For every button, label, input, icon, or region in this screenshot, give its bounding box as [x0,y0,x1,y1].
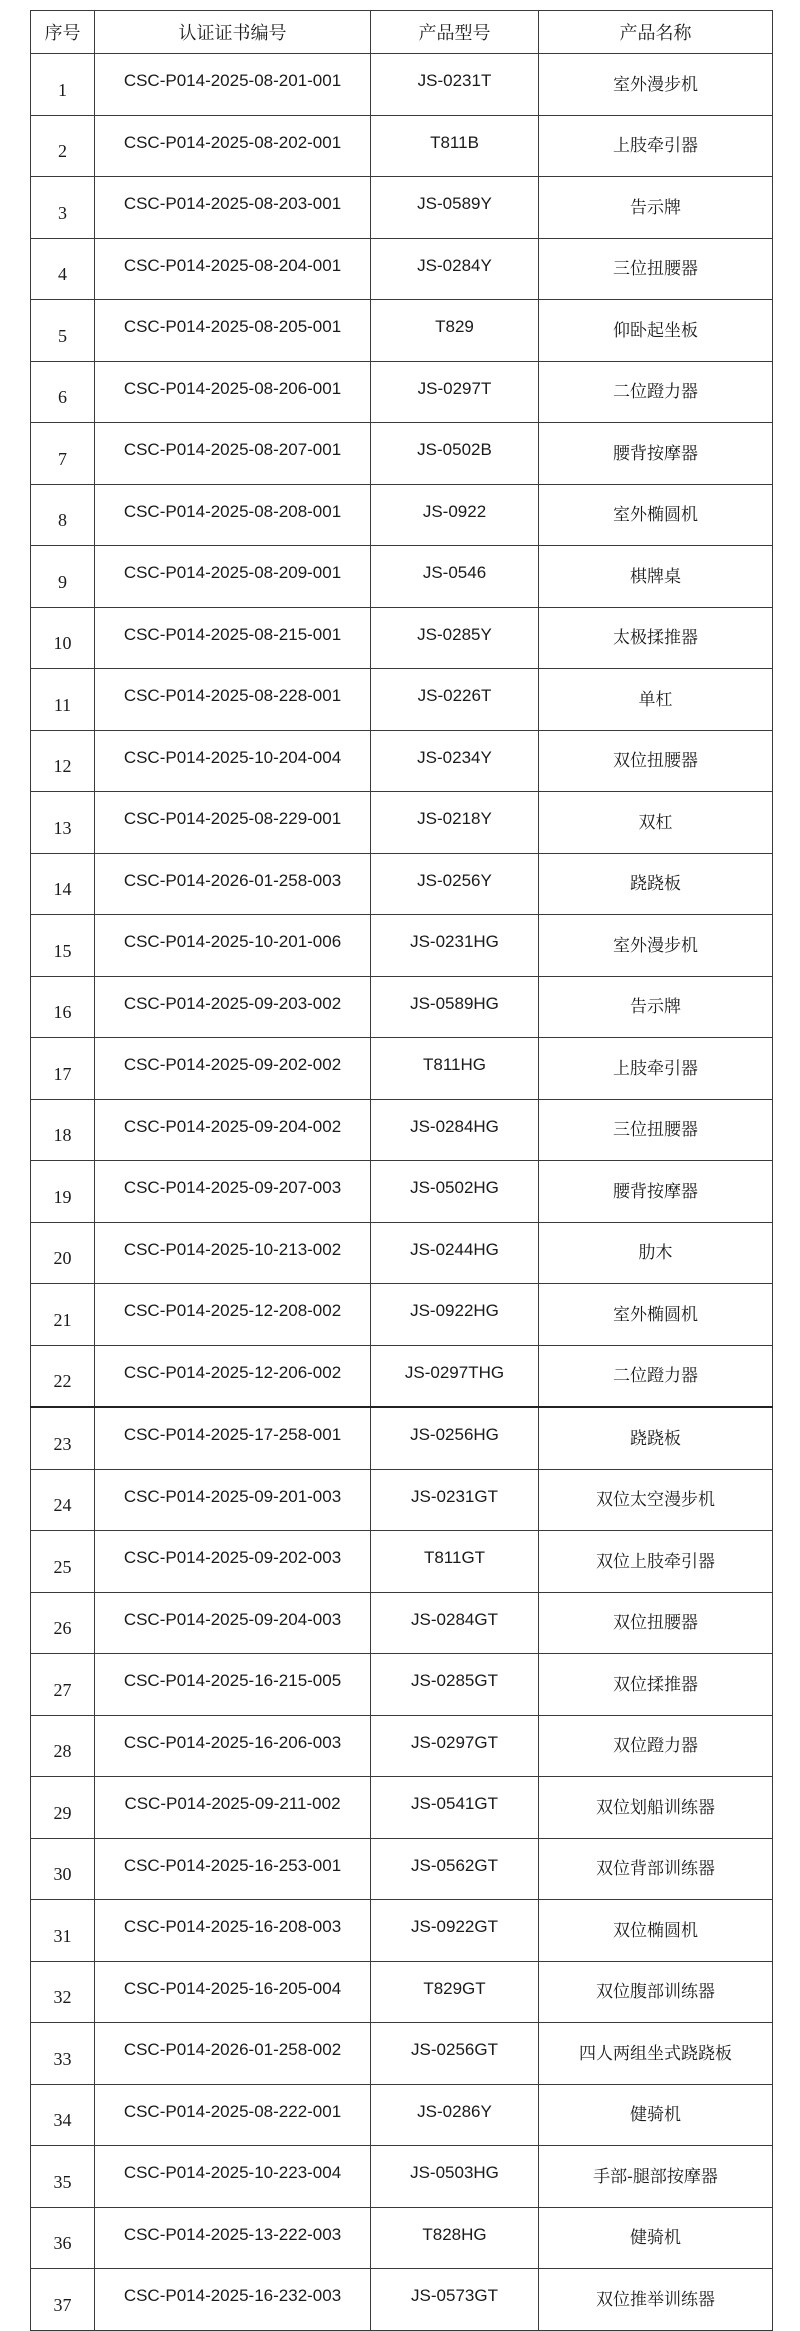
cell-certificate-number: CSC-P014-2025-16-206-003 [95,1715,371,1777]
cell-product-name: 室外椭圆机 [539,1284,773,1346]
cell-product-name: 健骑机 [539,2084,773,2146]
cell-product-model: JS-0284GT [371,1592,539,1654]
cell-seq: 37 [31,2269,95,2331]
cell-certificate-number: CSC-P014-2025-08-203-001 [95,177,371,239]
cell-product-name: 健骑机 [539,2207,773,2269]
cell-product-name: 二位蹬力器 [539,1345,773,1407]
cell-product-model: JS-0256HG [371,1407,539,1469]
table-body [31,54,773,2331]
cell-product-name: 上肢牵引器 [539,115,773,177]
cell-seq: 30 [31,1838,95,1900]
cell-seq: 10 [31,607,95,669]
cell-certificate-number: CSC-P014-2025-09-211-002 [95,1777,371,1839]
cell-seq: 13 [31,792,95,854]
cell-product-name: 双位背部训练器 [539,1838,773,1900]
cell-seq: 24 [31,1469,95,1531]
cell-certificate-number: CSC-P014-2025-08-208-001 [95,484,371,546]
cell-product-name: 太极揉推器 [539,607,773,669]
cell-product-model: JS-0922GT [371,1900,539,1962]
cell-certificate-number: CSC-P014-2025-08-229-001 [95,792,371,854]
cell-product-model: JS-0546 [371,546,539,608]
cell-product-name: 三位扭腰器 [539,1099,773,1161]
cell-product-model: JS-0256GT [371,2023,539,2085]
cell-seq: 11 [31,669,95,731]
cell-seq: 34 [31,2084,95,2146]
table-row [31,115,773,177]
cell-seq: 16 [31,976,95,1038]
cell-seq: 4 [31,238,95,300]
table-row [31,1838,773,1900]
cell-seq: 29 [31,1777,95,1839]
table-row [31,1469,773,1531]
cell-product-model: JS-0286Y [371,2084,539,2146]
cell-certificate-number: CSC-P014-2025-08-209-001 [95,546,371,608]
cell-product-model: JS-0922 [371,484,539,546]
header-product-name: 产品名称 [539,11,773,54]
cell-product-name: 跷跷板 [539,1407,773,1469]
cell-product-name: 棋牌桌 [539,546,773,608]
cell-seq: 7 [31,423,95,485]
table-row [31,2269,773,2331]
cell-product-name: 双杠 [539,792,773,854]
cell-product-model: JS-0231GT [371,1469,539,1531]
cell-product-model: JS-0231T [371,54,539,116]
table-row [31,1715,773,1777]
cell-seq: 23 [31,1407,95,1469]
header-row [31,11,773,54]
cell-product-name: 告示牌 [539,177,773,239]
table-row [31,730,773,792]
cell-seq: 17 [31,1038,95,1100]
cell-product-model: JS-0573GT [371,2269,539,2331]
cell-product-name: 双位扭腰器 [539,730,773,792]
certificate-table-container [30,10,772,2331]
cell-certificate-number: CSC-P014-2025-16-208-003 [95,1900,371,1962]
cell-product-model: T811GT [371,1531,539,1593]
table-row [31,484,773,546]
table-row [31,238,773,300]
cell-product-model: JS-0297T [371,361,539,423]
cell-product-name: 二位蹬力器 [539,361,773,423]
cell-product-name: 室外漫步机 [539,54,773,116]
table-row [31,1222,773,1284]
cell-product-name: 腰背按摩器 [539,423,773,485]
cell-seq: 3 [31,177,95,239]
cell-certificate-number: CSC-P014-2025-17-258-001 [95,1407,371,1469]
cell-product-model: JS-0285GT [371,1654,539,1716]
cell-product-name: 手部-腿部按摩器 [539,2146,773,2208]
cell-certificate-number: CSC-P014-2026-01-258-002 [95,2023,371,2085]
cell-product-name: 单杠 [539,669,773,731]
table-row [31,2146,773,2208]
header-product-model: 产品型号 [371,11,539,54]
cell-seq: 20 [31,1222,95,1284]
cell-seq: 9 [31,546,95,608]
table-row [31,669,773,731]
table-row [31,1161,773,1223]
table-row [31,1900,773,1962]
table-row [31,976,773,1038]
table-row [31,1777,773,1839]
table-row [31,546,773,608]
cell-seq: 14 [31,853,95,915]
cell-seq: 27 [31,1654,95,1716]
cell-certificate-number: CSC-P014-2025-08-222-001 [95,2084,371,2146]
cell-certificate-number: CSC-P014-2025-12-206-002 [95,1345,371,1407]
cell-certificate-number: CSC-P014-2025-10-204-004 [95,730,371,792]
table-row [31,1407,773,1469]
header-seq: 序号 [31,11,95,54]
table-row [31,1345,773,1407]
cell-certificate-number: CSC-P014-2025-10-213-002 [95,1222,371,1284]
cell-product-model: T829 [371,300,539,362]
cell-product-model: JS-0503HG [371,2146,539,2208]
cell-certificate-number: CSC-P014-2025-12-208-002 [95,1284,371,1346]
cell-product-name: 双位蹬力器 [539,1715,773,1777]
cell-seq: 28 [31,1715,95,1777]
table-row [31,423,773,485]
table-row [31,2023,773,2085]
table-row [31,1961,773,2023]
table-row [31,2084,773,2146]
cell-product-name: 双位上肢牵引器 [539,1531,773,1593]
cell-certificate-number: CSC-P014-2025-16-215-005 [95,1654,371,1716]
cell-product-name: 室外椭圆机 [539,484,773,546]
cell-seq: 6 [31,361,95,423]
cell-product-name: 双位椭圆机 [539,1900,773,1962]
cell-product-name: 双位腹部训练器 [539,1961,773,2023]
cell-certificate-number: CSC-P014-2025-09-201-003 [95,1469,371,1531]
cell-product-model: JS-0297GT [371,1715,539,1777]
cell-certificate-number: CSC-P014-2025-09-202-003 [95,1531,371,1593]
cell-seq: 18 [31,1099,95,1161]
cell-product-model: JS-0562GT [371,1838,539,1900]
table-row [31,1099,773,1161]
cell-certificate-number: CSC-P014-2025-10-223-004 [95,2146,371,2208]
cell-product-name: 四人两组坐式跷跷板 [539,2023,773,2085]
cell-product-name: 跷跷板 [539,853,773,915]
cell-certificate-number: CSC-P014-2025-08-204-001 [95,238,371,300]
cell-certificate-number: CSC-P014-2025-08-205-001 [95,300,371,362]
cell-seq: 19 [31,1161,95,1223]
cell-certificate-number: CSC-P014-2025-08-215-001 [95,607,371,669]
cell-seq: 15 [31,915,95,977]
table-row [31,54,773,116]
cell-product-model: T829GT [371,1961,539,2023]
cell-product-model: JS-0589HG [371,976,539,1038]
cell-seq: 22 [31,1345,95,1407]
cell-seq: 12 [31,730,95,792]
cell-seq: 31 [31,1900,95,1962]
table-row [31,2207,773,2269]
cell-product-name: 双位扭腰器 [539,1592,773,1654]
cell-product-name: 双位揉推器 [539,1654,773,1716]
header-certificate-number: 认证证书编号 [95,11,371,54]
cell-certificate-number: CSC-P014-2025-08-206-001 [95,361,371,423]
table-row [31,853,773,915]
table-header [31,11,773,54]
cell-seq: 33 [31,2023,95,2085]
table-row [31,1038,773,1100]
cell-seq: 35 [31,2146,95,2208]
cell-seq: 1 [31,54,95,116]
cell-product-model: JS-0922HG [371,1284,539,1346]
cell-product-name: 双位推举训练器 [539,2269,773,2331]
cell-certificate-number: CSC-P014-2025-08-207-001 [95,423,371,485]
cell-certificate-number: CSC-P014-2026-01-258-003 [95,853,371,915]
cell-product-model: JS-0285Y [371,607,539,669]
cell-product-name: 仰卧起坐板 [539,300,773,362]
cell-product-model: JS-0297THG [371,1345,539,1407]
cell-certificate-number: CSC-P014-2025-16-232-003 [95,2269,371,2331]
cell-certificate-number: CSC-P014-2025-08-201-001 [95,54,371,116]
cell-product-name: 双位太空漫步机 [539,1469,773,1531]
cell-product-model: JS-0284Y [371,238,539,300]
cell-certificate-number: CSC-P014-2025-08-228-001 [95,669,371,731]
cell-product-model: JS-0502B [371,423,539,485]
table-row [31,1654,773,1716]
cell-product-model: T811HG [371,1038,539,1100]
cell-seq: 8 [31,484,95,546]
cell-product-name: 双位划船训练器 [539,1777,773,1839]
cell-product-name: 上肢牵引器 [539,1038,773,1100]
cell-product-model: JS-0589Y [371,177,539,239]
cell-seq: 32 [31,1961,95,2023]
cell-seq: 5 [31,300,95,362]
cell-certificate-number: CSC-P014-2025-10-201-006 [95,915,371,977]
cell-product-model: JS-0226T [371,669,539,731]
cell-certificate-number: CSC-P014-2025-09-204-002 [95,1099,371,1161]
cell-certificate-number: CSC-P014-2025-09-207-003 [95,1161,371,1223]
cell-seq: 36 [31,2207,95,2269]
cell-product-model: T828HG [371,2207,539,2269]
cell-product-model: JS-0234Y [371,730,539,792]
cell-certificate-number: CSC-P014-2025-08-202-001 [95,115,371,177]
cell-certificate-number: CSC-P014-2025-09-204-003 [95,1592,371,1654]
cell-certificate-number: CSC-P014-2025-09-203-002 [95,976,371,1038]
cell-certificate-number: CSC-P014-2025-16-253-001 [95,1838,371,1900]
table-row [31,177,773,239]
cell-seq: 26 [31,1592,95,1654]
table-row [31,1284,773,1346]
cell-seq: 25 [31,1531,95,1593]
cell-product-model: JS-0541GT [371,1777,539,1839]
table-row [31,607,773,669]
cell-product-model: JS-0502HG [371,1161,539,1223]
certificate-table [30,10,773,2331]
cell-product-model: JS-0244HG [371,1222,539,1284]
table-row [31,361,773,423]
cell-product-model: JS-0284HG [371,1099,539,1161]
table-row [31,300,773,362]
table-row [31,1531,773,1593]
cell-product-model: JS-0218Y [371,792,539,854]
cell-product-model: T811B [371,115,539,177]
cell-product-name: 三位扭腰器 [539,238,773,300]
table-row [31,1592,773,1654]
cell-product-model: JS-0256Y [371,853,539,915]
cell-certificate-number: CSC-P014-2025-09-202-002 [95,1038,371,1100]
cell-seq: 21 [31,1284,95,1346]
cell-certificate-number: CSC-P014-2025-16-205-004 [95,1961,371,2023]
table-row [31,792,773,854]
cell-certificate-number: CSC-P014-2025-13-222-003 [95,2207,371,2269]
cell-product-name: 室外漫步机 [539,915,773,977]
cell-product-name: 肋木 [539,1222,773,1284]
cell-product-name: 腰背按摩器 [539,1161,773,1223]
cell-product-model: JS-0231HG [371,915,539,977]
table-row [31,915,773,977]
cell-seq: 2 [31,115,95,177]
cell-product-name: 告示牌 [539,976,773,1038]
